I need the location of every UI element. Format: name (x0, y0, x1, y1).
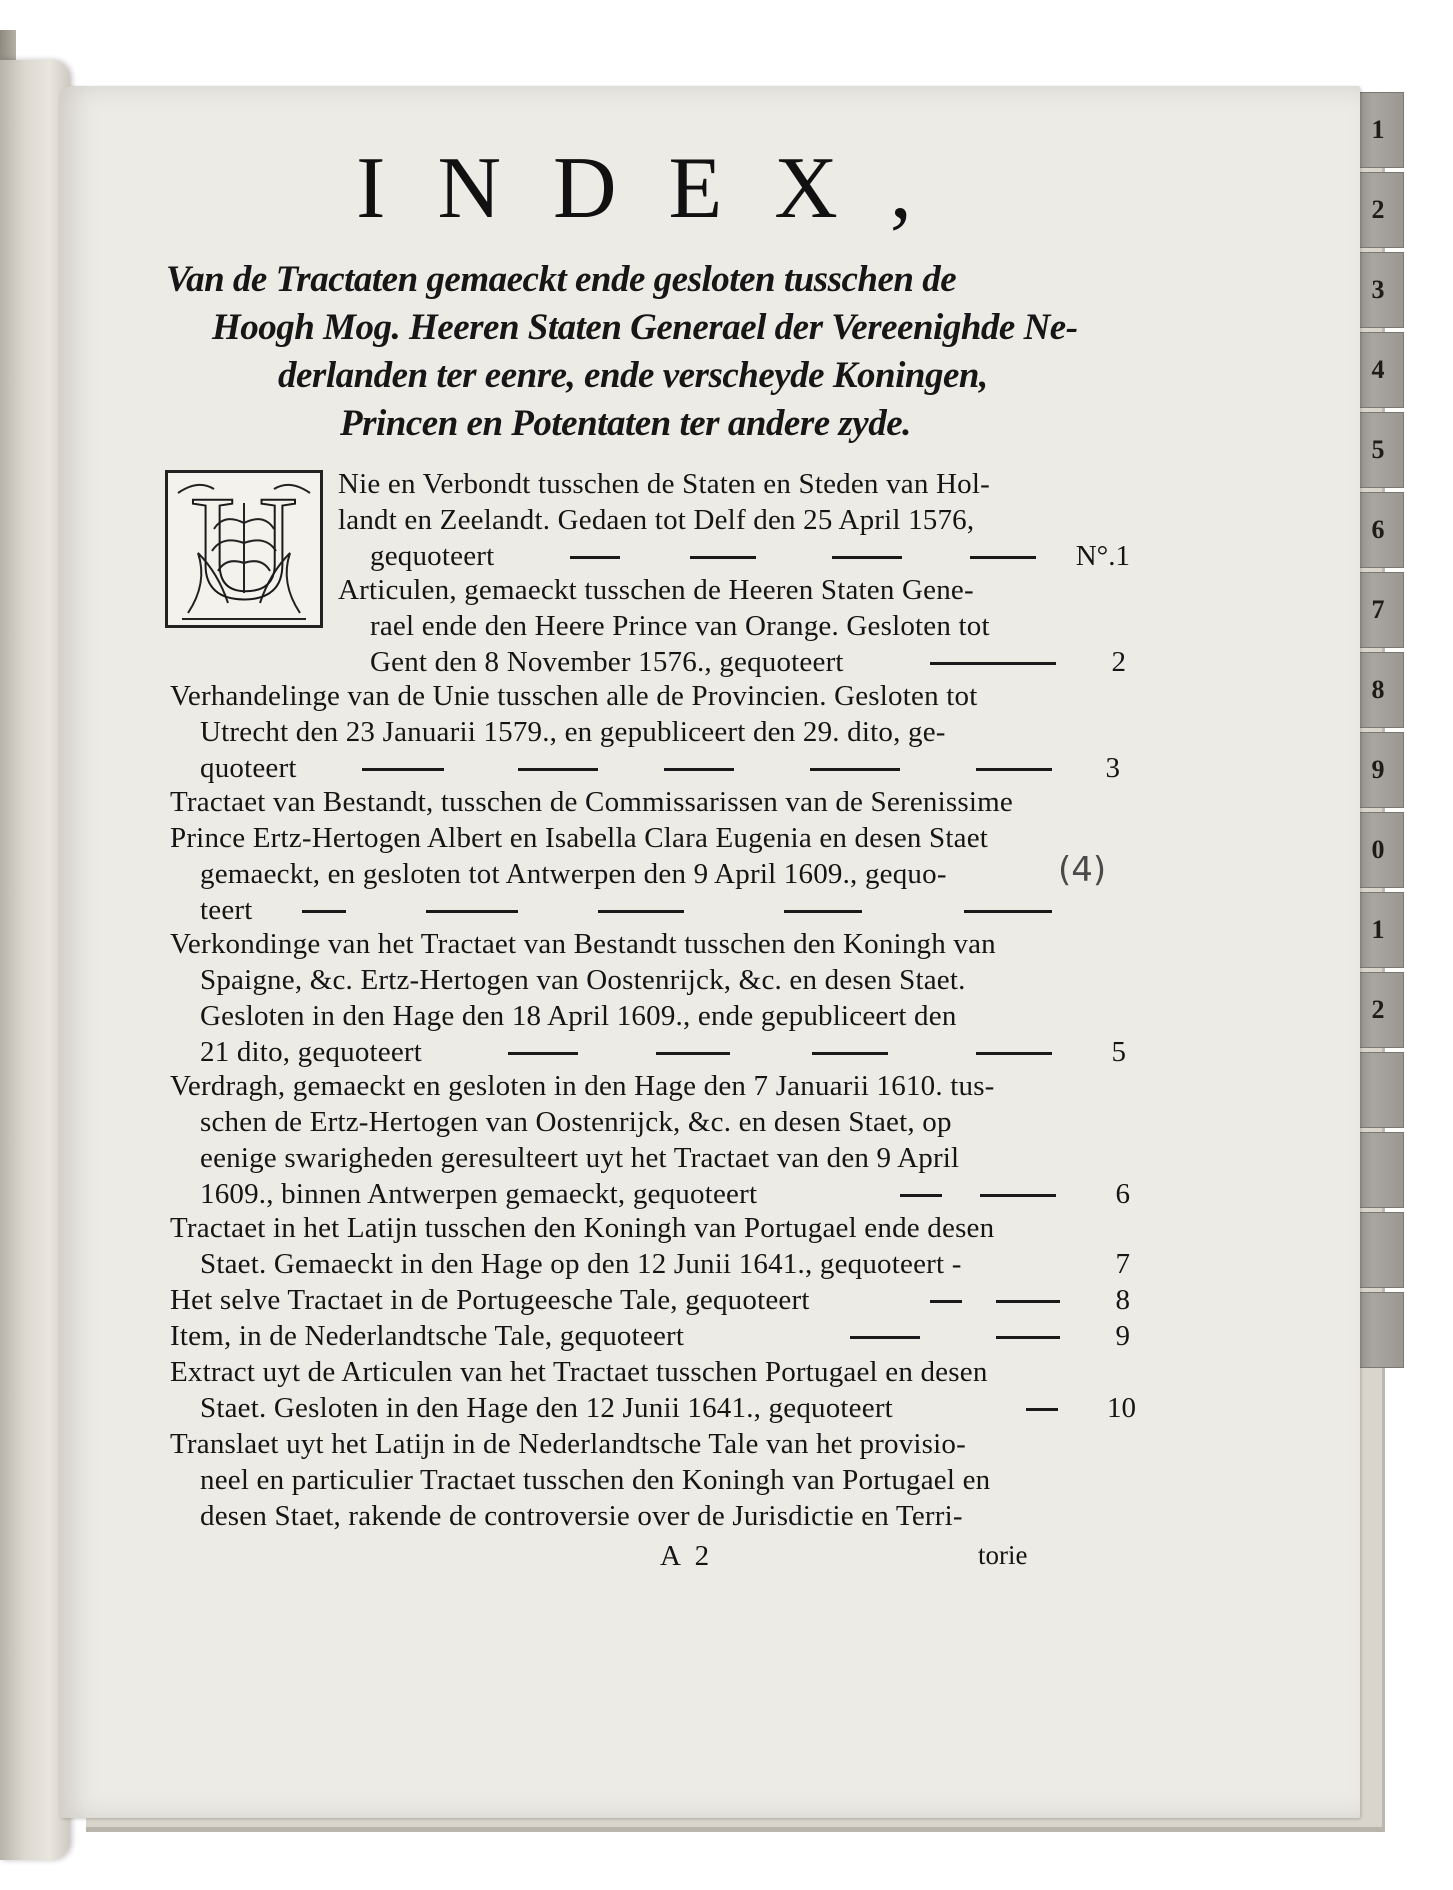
entry-line: Tractaet van Bestandt, tusschen de Commissarissen van de Serenissime (170, 786, 1013, 818)
entry-line: Verkondinge van het Tractaet van Bestandt tusschen den Koningh van (170, 928, 996, 960)
leader-rule (690, 556, 756, 559)
entry-number: 2 (1111, 646, 1126, 678)
entry-line: landt en Zeelandt. Gedaen tot Delf den 25 April 1576, (338, 504, 975, 536)
subtitle-line: Van de Tractaten gemaeckt ende gesloten tusschen de (166, 259, 957, 300)
subtitle-line: Princen en Potentaten ter andere zyde. (340, 403, 911, 444)
leader-rule (930, 1300, 962, 1303)
entry-line: Tractaet in het Latijn tusschen den Koningh van Portugael ende desen (170, 1212, 995, 1244)
thumb-tab-8: 8 (1352, 652, 1404, 728)
leader-rule (996, 1300, 1060, 1303)
entry-number: N°.1 (1075, 540, 1130, 572)
leader-rule (598, 910, 684, 913)
catchword: torie (978, 1540, 1028, 1570)
entry-line: Prince Ertz-Hertogen Albert en Isabella Clara Eugenia en desen Staet (170, 822, 989, 854)
entry-line: 1609., binnen Antwerpen gemaeckt, gequoteert (200, 1178, 758, 1210)
entry-line: Verdragh, gemaeckt en gesloten in den Hage den 7 Januarii 1610. tus- (170, 1070, 995, 1102)
entry-line: Gent den 8 November 1576., gequoteert (370, 646, 844, 678)
entry-number: 3 (1105, 752, 1120, 784)
leader-rule (976, 1052, 1052, 1055)
thumb-tab-3: 3 (1352, 252, 1404, 328)
entry-number: 6 (1115, 1178, 1130, 1210)
leader-rule (810, 768, 900, 771)
entry-line: Staet. Gesloten in den Hage den 12 Junii 1641., gequoteert (200, 1392, 893, 1424)
leader-rule (900, 1194, 942, 1197)
entry-line: Staet. Gemaeckt in den Hage op den 12 Junii 1641., gequoteert - (200, 1248, 962, 1280)
leader-rule (518, 768, 598, 771)
subtitle-line: derlanden ter eenre, ende verscheyde Koningen, (278, 355, 988, 396)
leader-rule (930, 662, 1056, 665)
entry-line: Spaigne, &c. Ertz-Hertogen van Oostenrijck, &c. en desen Staet. (200, 964, 966, 996)
entry-line: gequoteert (370, 540, 495, 572)
entry-number: 7 (1115, 1248, 1130, 1280)
leader-rule (970, 556, 1036, 559)
leader-rule (812, 1052, 888, 1055)
leader-rule (1026, 1408, 1058, 1411)
leader-rule (664, 768, 734, 771)
thumb-tab-2: 2 (1352, 172, 1404, 248)
entry-line: teert (200, 894, 253, 926)
leader-rule (976, 768, 1052, 771)
entry-number: 9 (1115, 1320, 1130, 1352)
entry-line: gemaeckt, en gesloten tot Antwerpen den 9 April 1609., gequo- (200, 858, 947, 890)
entry-line: Translaet uyt het Latijn in de Nederlandtsche Tale van het provisio- (170, 1428, 966, 1460)
entry-line: 21 dito, gequoteert (200, 1036, 423, 1068)
drop-cap-letter: U (189, 465, 299, 631)
subtitle-line: Hoogh Mog. Heeren Staten Generael der Vereenighde Ne- (212, 307, 1078, 348)
leader-rule (362, 768, 444, 771)
entry-line: eenige swarigheden geresulteert uyt het Tractaet van den 9 April (200, 1142, 960, 1174)
entry-line: Gesloten in den Hage den 18 April 1609., ende gepubliceert den (200, 1000, 957, 1032)
thumb-tab-10: 0 (1352, 812, 1404, 888)
entry-line: Utrecht den 23 Januarii 1579., en gepubliceert den 29. dito, ge- (200, 716, 946, 748)
thumb-tab-1: 1 (1352, 92, 1404, 168)
page-title: INDEX, (356, 140, 964, 237)
entry-line: neel en particulier Tractaet tusschen den Koningh van Portugael en (200, 1464, 991, 1496)
entry-line: schen de Ertz-Hertogen van Oostenrijck, &c. en desen Staet, op (200, 1106, 952, 1138)
thumb-tab-11: 1 (1352, 892, 1404, 968)
leader-rule (656, 1052, 730, 1055)
entry-line: Het selve Tractaet in de Portugeesche Tale, gequoteert (170, 1284, 810, 1316)
leader-rule (508, 1052, 578, 1055)
thumb-tab-5: 5 (1352, 412, 1404, 488)
entry-number: 10 (1107, 1392, 1136, 1424)
leader-rule (980, 1194, 1056, 1197)
entry-line: Nie en Verbondt tusschen de Staten en Steden van Hol- (338, 468, 990, 500)
leader-rule (996, 1336, 1060, 1339)
thumb-tab-7: 7 (1352, 572, 1404, 648)
handwritten-margin-note: (4) (1058, 850, 1107, 890)
thumb-tab-4: 4 (1352, 332, 1404, 408)
entry-line: quoteert (200, 752, 297, 784)
leader-rule (302, 910, 346, 913)
entry-line: desen Staet, rakende de controversie over de Jurisdictie en Terri- (200, 1500, 963, 1532)
signature-mark: A 2 (660, 1540, 714, 1572)
entry-number: 8 (1115, 1284, 1130, 1316)
thumb-tab-12: 2 (1352, 972, 1404, 1048)
leader-rule (850, 1336, 920, 1339)
entry-line: rael ende den Heere Prince van Orange. Gesloten tot (370, 610, 990, 642)
decorated-drop-cap (165, 465, 323, 631)
entry-line: Extract uyt de Articulen van het Tractaet tusschen Portugael en desen (170, 1356, 988, 1388)
leader-rule (964, 910, 1052, 913)
leader-rule (784, 910, 862, 913)
leader-rule (426, 910, 518, 913)
thumb-tab-9: 9 (1352, 732, 1404, 808)
entry-number: 5 (1111, 1036, 1126, 1068)
entry-line: Articulen, gemaeckt tusschen de Heeren Staten Gene- (338, 574, 974, 606)
leader-rule (832, 556, 902, 559)
thumb-tab-6: 6 (1352, 492, 1404, 568)
entry-line: Item, in de Nederlandtsche Tale, gequoteert (170, 1320, 685, 1352)
leader-rule (570, 556, 620, 559)
entry-line: Verhandelinge van de Unie tusschen alle de Provincien. Gesloten tot (170, 680, 978, 712)
